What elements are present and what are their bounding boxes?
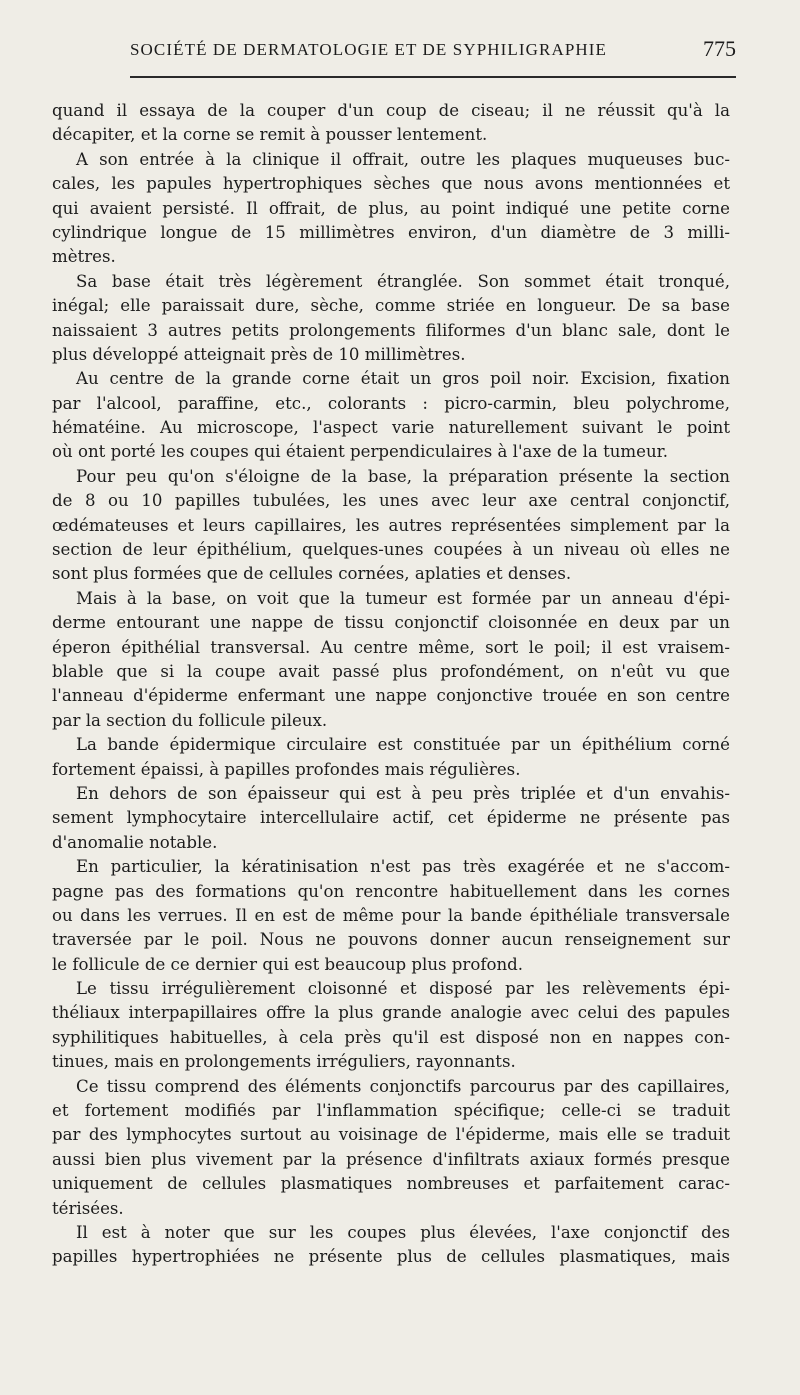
text-line: l'anneau d'épiderme enfermant une nappe conjonctive trouée en son centre xyxy=(52,686,730,706)
text-line: aussi bien plus vivement par la présence d'infiltrats axiaux formés presque xyxy=(52,1149,730,1169)
text-line: d'anomalie notable. xyxy=(52,832,218,852)
text-line: qui avaient persisté. Il offrait, de plus, au point indiqué une petite corne xyxy=(52,198,730,218)
text-line: Ce tissu comprend des éléments conjonctifs parcourus par des capillaires, xyxy=(76,1076,730,1096)
paragraph xyxy=(52,1221,730,1270)
paragraph xyxy=(52,1075,730,1221)
text-line: de 8 ou 10 papilles tubulées, les unes avec leur axe central conjonctif, xyxy=(52,491,730,511)
text-line: En dehors de son épaisseur qui est à peu près triplée et d'un envahis- xyxy=(76,783,730,803)
text-line: blable que si la coupe avait passé plus profondément, on n'eût vu que xyxy=(52,661,730,681)
text-line: quand il essaya de la couper d'un coup de ciseau; il ne réussit qu'à la xyxy=(52,101,730,120)
paragraph xyxy=(52,148,730,270)
paragraph xyxy=(52,855,730,977)
text-line: ou dans les verrues. Il en est de même pour la bande épithéliale transversale xyxy=(52,905,730,925)
text-line: traversée par le poil. Nous ne pouvons donner aucun renseignement sur xyxy=(52,930,730,950)
text-line: œdémateuses et leurs capillaires, les autres représentées simplement par la xyxy=(52,515,730,535)
text-line: pagne pas des formations qu'on rencontre habituellement dans les cornes xyxy=(52,881,730,901)
paragraph xyxy=(52,99,730,148)
text-line: inégal; elle paraissait dure, sèche, comme striée en longueur. De sa base xyxy=(52,296,730,316)
text-line: décapiter, et la corne se remit à pousser lentement. xyxy=(52,125,488,145)
text-line: Au centre de la grande corne était un gros poil noir. Excision, fixation xyxy=(76,369,730,389)
paragraph xyxy=(52,367,730,465)
text-line: Mais à la base, on voit que la tumeur est formée par un anneau d'épi- xyxy=(76,588,730,608)
paragraph xyxy=(52,733,730,782)
text-line: cales, les papules hypertrophiques sèches que nous avons mentionnées et xyxy=(52,174,730,194)
page-number: 775 xyxy=(703,36,736,61)
text-line: syphilitiques habituelles, à cela près qu'il est disposé non en nappes con- xyxy=(52,1027,730,1047)
text-line: section de leur épithélium, quelques-unes coupées à un niveau où elles ne xyxy=(52,540,730,560)
text-line: où ont porté les coupes qui étaient perpendiculaires à l'axe de la tumeur. xyxy=(52,442,669,462)
text-line: théliaux interpapillaires offre la plus grande analogie avec celui des papules xyxy=(52,1003,730,1023)
text-line: térisées. xyxy=(52,1198,124,1218)
text-line: par des lymphocytes surtout au voisinage de l'épiderme, mais elle se traduit xyxy=(52,1125,730,1145)
text-line: La bande épidermique circulaire est constituée par un épithélium corné xyxy=(76,735,730,755)
running-title: SOCIÉTÉ DE DERMATOLOGIE ET DE SYPHILIGRAPHIE xyxy=(130,40,608,59)
text-line: tinues, mais en prolongements irréguliers, rayonnants. xyxy=(52,1052,516,1072)
text-line: Il est à noter que sur les coupes plus élevées, l'axe conjonctif des xyxy=(76,1222,730,1242)
text-line: sont plus formées que de cellules cornées, aplaties et denses. xyxy=(52,564,572,584)
text-line: derme entourant une nappe de tissu conjonctif cloisonnée en deux par un xyxy=(52,613,730,633)
paragraph xyxy=(52,782,730,855)
text-line: sement lymphocytaire intercellulaire actif, cet épiderme ne présente pas xyxy=(52,808,730,828)
text-line: mètres. xyxy=(52,247,116,267)
paragraph xyxy=(52,270,730,368)
text-line: cylindrique longue de 15 millimètres environ, d'un diamètre de 3 milli- xyxy=(52,222,730,242)
page-header xyxy=(130,36,736,66)
text-line: et fortement modifiés par l'inflammation spécifique; celle-ci se traduit xyxy=(52,1101,730,1121)
text-line: par l'alcool, paraffine, etc., colorants : picro-carmin, bleu polychrome, xyxy=(52,393,730,413)
text-line: par la section du follicule pileux. xyxy=(52,710,328,730)
body-text xyxy=(52,99,730,1270)
text-line: uniquement de cellules plasmatiques nombreuses et parfaitement carac- xyxy=(52,1174,730,1194)
header-rule xyxy=(130,76,736,78)
paragraph xyxy=(52,977,730,1075)
paragraph xyxy=(52,587,730,733)
text-line: papilles hypertrophiées ne présente plus de cellules plasmatiques, mais xyxy=(52,1247,730,1267)
text-line: éperon épithélial transversal. Au centre même, sort le poil; il est vraisem- xyxy=(52,637,730,657)
text-line: hématéine. Au microscope, l'aspect varie naturellement suivant le point xyxy=(52,418,730,438)
text-line: plus développé atteignait près de 10 millimètres. xyxy=(52,344,466,364)
text-line: Sa base était très légèrement étranglée. Son sommet était tronqué, xyxy=(76,271,730,291)
text-line: En particulier, la kératinisation n'est pas très exagérée et ne s'accom- xyxy=(76,857,730,877)
text-line: Pour peu qu'on s'éloigne de la base, la préparation présente la section xyxy=(76,466,730,486)
text-line: A son entrée à la clinique il offrait, outre les plaques muqueuses buc- xyxy=(76,149,730,169)
text-line: naissaient 3 autres petits prolongements filiformes d'un blanc sale, dont le xyxy=(52,320,730,340)
paragraph xyxy=(52,465,730,587)
text-line: Le tissu irrégulièrement cloisonné et disposé par les relèvements épi- xyxy=(76,979,730,999)
text-line: le follicule de ce dernier qui est beaucoup plus profond. xyxy=(52,954,524,974)
text-line: fortement épaissi, à papilles profondes mais régulières. xyxy=(52,759,521,779)
